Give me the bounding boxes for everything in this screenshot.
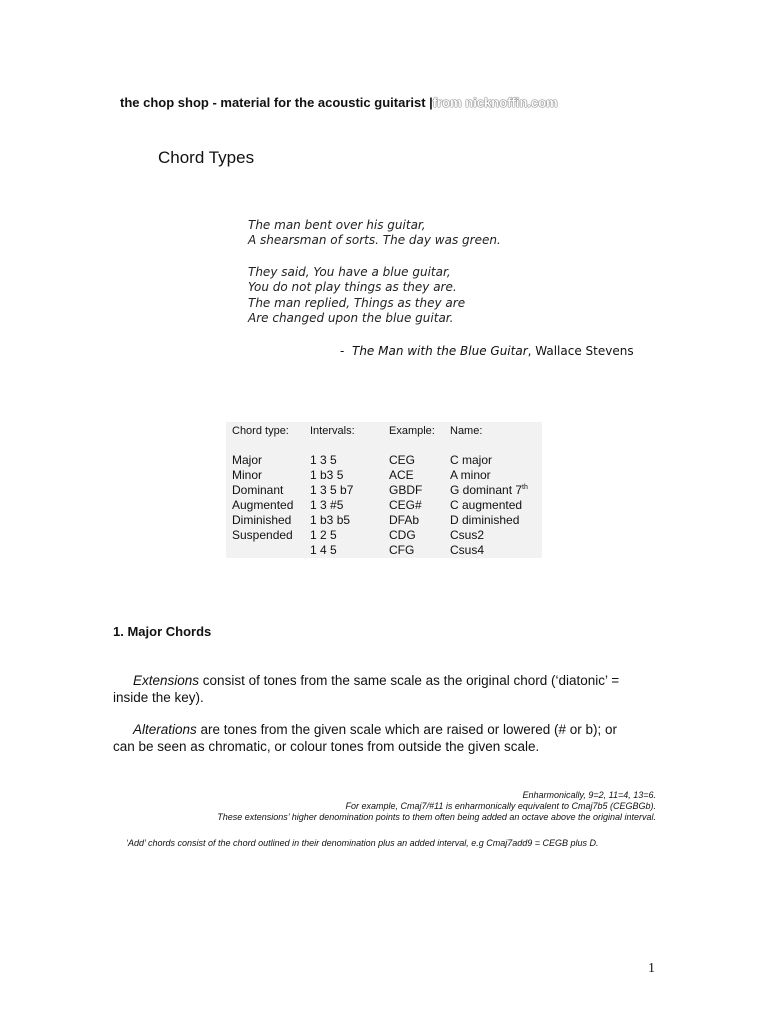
cell-interval: 1 2 5 bbox=[310, 528, 337, 542]
cell-name: D diminished bbox=[450, 513, 520, 527]
poem-line: The man replied, Things as they are bbox=[248, 295, 466, 310]
poem-stanza-2 bbox=[248, 265, 465, 327]
extensions-paragraph bbox=[113, 672, 633, 706]
site-credit: from nicknoffin.com bbox=[432, 95, 558, 110]
add-chords-note: ‘Add’ chords consist of the chord outlined in their denomination plus an added interval, e.g Cmaj7add9 = CEGB plus D. bbox=[126, 838, 599, 848]
column-example bbox=[389, 453, 422, 558]
cell-example: CFG bbox=[389, 543, 415, 557]
cell-type: Suspended bbox=[232, 528, 293, 542]
column-name bbox=[450, 453, 528, 558]
poem-attribution bbox=[340, 344, 634, 358]
alterations-term: Alterations bbox=[133, 722, 197, 737]
cell-type: Major bbox=[232, 453, 263, 467]
document-header bbox=[120, 95, 558, 110]
cell-name: Csus2 bbox=[450, 528, 485, 542]
alterations-paragraph bbox=[113, 721, 633, 755]
cell-example: CEG# bbox=[389, 498, 422, 512]
poem-line: They said, You have a blue guitar, bbox=[248, 265, 451, 279]
attribution-author: , Wallace Stevens bbox=[527, 344, 634, 358]
cell-interval: 1 b3 b5 bbox=[310, 513, 351, 527]
cell-name-text: G dominant 7 bbox=[450, 483, 523, 497]
cell-interval: 1 3 5 b7 bbox=[310, 483, 354, 497]
cell-example: CEG bbox=[389, 453, 416, 467]
cell-example: GBDF bbox=[389, 483, 423, 497]
cell-interval: 1 3 #5 bbox=[310, 498, 344, 512]
cell-example: DFAb bbox=[389, 513, 420, 527]
cell-interval: 1 b3 5 bbox=[310, 468, 344, 482]
attribution-work: The Man with the Blue Guitar bbox=[351, 344, 528, 358]
cell-type: Minor bbox=[232, 468, 263, 482]
extensions-text: consist of tones from the same scale as the original chord (‘diatonic’ = inside the key). bbox=[113, 673, 620, 705]
example-note: For example, Cmaj7/#11 is enharmonically equivalent to Cmaj7b5 (CEGBGb). bbox=[345, 801, 656, 811]
cell-name: C major bbox=[450, 453, 493, 467]
header-example: Example: bbox=[389, 425, 435, 437]
cell-type: Dominant bbox=[232, 483, 284, 497]
poem-line: The man bent over his guitar, bbox=[248, 218, 426, 232]
column-chord-type bbox=[232, 453, 293, 558]
poem-line: Are changed upon the blue guitar. bbox=[248, 311, 454, 326]
cell-example: CDG bbox=[389, 528, 416, 542]
cell-name: C augmented bbox=[450, 498, 523, 512]
cell-interval: 1 4 5 bbox=[310, 543, 337, 557]
extensions-note: These extensions’ higher denomination points to them often being added an octave above the original interval. bbox=[217, 812, 656, 822]
page-title: Chord Types bbox=[158, 148, 255, 167]
attribution-dash: - bbox=[340, 344, 345, 358]
enharmonic-note: Enharmonically, 9=2, 11=4, 13=6. bbox=[522, 790, 656, 800]
poem-line: You do not play things as they are. bbox=[248, 280, 457, 295]
superscript: th bbox=[522, 484, 528, 491]
cell-type: Diminished bbox=[232, 513, 292, 527]
poem-line: A shearsman of sorts. The day was green. bbox=[248, 233, 501, 248]
cell-type: Augmented bbox=[232, 498, 294, 512]
cell-name-dominant bbox=[450, 483, 528, 498]
column-intervals bbox=[310, 453, 353, 558]
section-heading: 1. Major Chords bbox=[113, 624, 212, 639]
header-chord-type: Chord type: bbox=[232, 425, 289, 437]
header-intervals: Intervals: bbox=[310, 425, 355, 437]
alterations-text: are tones from the given scale which are raised or lowered (# or b); or can be seen as chromatic, or colour tones from outside the given scale. bbox=[113, 722, 617, 754]
cell-type bbox=[232, 543, 293, 558]
header-name: Name: bbox=[450, 425, 483, 437]
chord-types-table bbox=[226, 422, 542, 558]
cell-interval: 1 3 5 bbox=[310, 453, 337, 467]
extensions-term: Extensions bbox=[133, 673, 200, 688]
page-number: 1 bbox=[648, 961, 655, 976]
cell-name: Csus4 bbox=[450, 543, 485, 557]
poem-stanza-1 bbox=[248, 218, 501, 249]
cell-name: A minor bbox=[450, 468, 491, 482]
cell-example: ACE bbox=[389, 468, 414, 482]
header-title: the chop shop - material for the acoustic guitarist | bbox=[120, 95, 433, 110]
